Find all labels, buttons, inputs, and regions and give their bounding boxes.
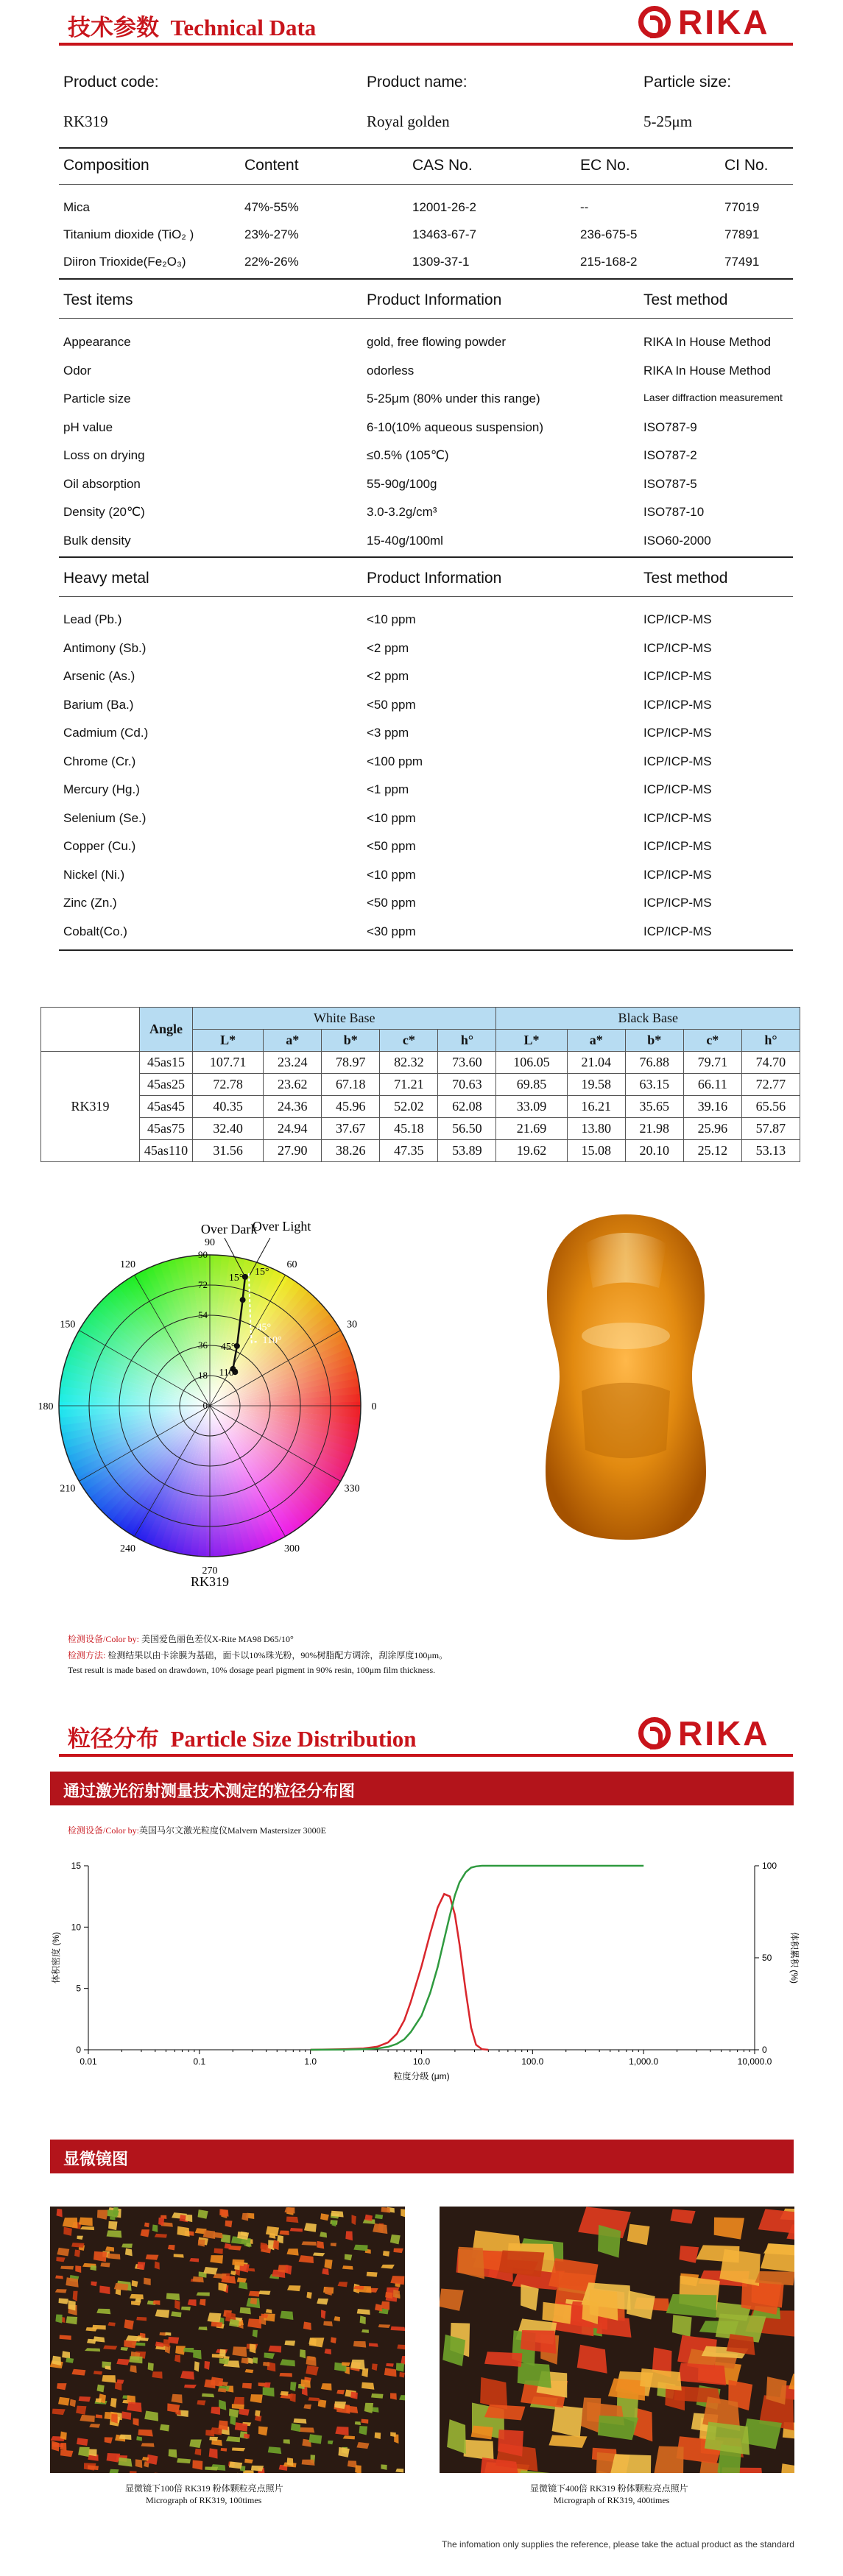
polar-angle-label: 120 (120, 1259, 135, 1270)
color-table-cell: 78.97 (322, 1052, 380, 1074)
color-table-cell: 16.21 (567, 1096, 625, 1118)
color-measurement-table (40, 1007, 800, 1162)
color-table-cell: 47.35 (380, 1140, 438, 1162)
test-cell: Odor (63, 363, 91, 378)
metal-cell: ICP/ICP-MS (643, 924, 712, 938)
color-table-cell: 24.36 (264, 1096, 322, 1118)
note-device: 美国爱色丽色差仪X-Rite MA98 D65/10° (141, 1634, 294, 1644)
series-line-1 (311, 1866, 644, 2050)
color-table-cell: 25.96 (683, 1118, 741, 1140)
test-cell: gold, free flowing powder (367, 335, 507, 349)
metal-cell: <2 ppm (367, 640, 409, 655)
metal-cell: <30 ppm (367, 924, 416, 938)
composition-cell: 13463-67-7 (412, 227, 476, 241)
composition-cell: Mica (63, 200, 90, 214)
x-tick-label: 1,000.0 (629, 2056, 659, 2067)
color-table-cell: 74.70 (741, 1052, 800, 1074)
color-col-header: b* (625, 1030, 683, 1052)
composition-cell: 12001-26-2 (412, 200, 476, 214)
composition-cell: 77019 (724, 200, 760, 214)
color-table-cell: 82.32 (380, 1052, 438, 1074)
polar-point (240, 1297, 246, 1303)
polar-angle-label: 150 (60, 1319, 76, 1331)
color-col-header: a* (567, 1030, 625, 1052)
color-table-cell: 19.58 (567, 1074, 625, 1096)
metal-cell: <100 ppm (367, 754, 423, 768)
polar-angle-label: 210 (60, 1483, 76, 1495)
polar-radius-label: 54 (198, 1309, 208, 1320)
micrograph-400x-caption-en: Micrograph of RK319, 400times (554, 2495, 670, 2505)
composition-cell: 236-675-5 (580, 227, 638, 241)
x-tick-label: 10,000.0 (737, 2056, 772, 2067)
y-left-tick-label: 10 (71, 1922, 81, 1933)
test-cell: Loss on drying (63, 448, 145, 462)
y-left-tick-label: 0 (76, 2045, 81, 2055)
x-tick-label: 0.01 (80, 2056, 97, 2067)
color-table-cell: 62.08 (438, 1096, 496, 1118)
metal-cell: ICP/ICP-MS (643, 697, 712, 712)
test-cell: 6-10(10% aqueous suspension) (367, 420, 544, 434)
composition-col-header: CI No. (724, 157, 769, 174)
test-cell: Laser diffraction measurement (643, 392, 783, 403)
color-table-cell: 45.96 (322, 1096, 380, 1118)
color-table-cell: 27.90 (264, 1140, 322, 1162)
color-table-cell: 57.87 (741, 1118, 800, 1140)
color-table-cell: 24.94 (264, 1118, 322, 1140)
metal-cell: Lead (Pb.) (63, 612, 122, 626)
micrograph-100x-caption-cn: 显微镜下100倍 RK319 粉体颗粒亮点照片 (125, 2483, 283, 2494)
rika-logo-2 (638, 1714, 793, 1752)
y-right-tick-label: 0 (762, 2045, 767, 2055)
test-cell: ISO787-9 (643, 420, 697, 434)
color-table-cell: 45as15 (140, 1052, 193, 1074)
dark-angle-label: 110° (219, 1367, 239, 1379)
y-left-axis-label: 体积密度 (%) (51, 1932, 61, 1984)
color-table-cell: 56.50 (438, 1118, 496, 1140)
y-left-tick-label: 5 (76, 1983, 81, 1994)
particle-size: 5-25μm (643, 113, 693, 130)
color-table-cell: 72.78 (193, 1074, 264, 1096)
test-cell: RIKA In House Method (643, 335, 771, 349)
polar-radius-label: 72 (198, 1279, 208, 1290)
test-cell: 15-40g/100ml (367, 533, 443, 548)
color-col-header: h° (741, 1030, 800, 1052)
metal-cell: Zinc (Zn.) (63, 896, 117, 910)
color-table-cell: 52.02 (380, 1096, 438, 1118)
over-light-label: Over Light (252, 1219, 311, 1234)
psd-device: 英国马尔文激光粒度仪Malvern Mastersizer 3000E (139, 1825, 326, 1836)
color-table-cell: 71.21 (380, 1074, 438, 1096)
test-cell: ≤0.5% (105℃) (367, 448, 449, 462)
micrograph-100x (50, 2207, 405, 2473)
color-col-header: c* (683, 1030, 741, 1052)
metal-cell: ICP/ICP-MS (643, 754, 712, 768)
polar-angle-label: 90 (205, 1237, 215, 1248)
metal-cell: ICP/ICP-MS (643, 782, 712, 796)
composition-cell: 47%-55% (244, 200, 299, 214)
polar-radius-label: 90 (198, 1249, 208, 1260)
metal-cell: ICP/ICP-MS (643, 640, 712, 655)
metal-cell: <1 ppm (367, 782, 409, 796)
logo-text: RIKA (678, 3, 770, 41)
color-table-cell: 76.88 (625, 1052, 683, 1074)
color-table-cell: 37.67 (322, 1118, 380, 1140)
composition-cell: Titanium dioxide (TiO₂ ) (63, 227, 194, 241)
color-table-cell: 21.69 (496, 1118, 567, 1140)
color-polar-plot (29, 1207, 412, 1619)
color-col-header: a* (264, 1030, 322, 1052)
metal-cell: Mercury (Hg.) (63, 782, 140, 796)
composition-cell: 23%-27% (244, 227, 299, 241)
x-tick-label: 1.0 (304, 2056, 317, 2067)
color-table-cell: 45as25 (140, 1074, 193, 1096)
color-table-cell: 70.63 (438, 1074, 496, 1096)
psd-device-label: 检测设备/Color by: (68, 1825, 140, 1836)
color-table-cell: 23.62 (264, 1074, 322, 1096)
micrograph-400x (440, 2207, 794, 2473)
composition-cell: 77491 (724, 255, 760, 269)
color-table-cell: 15.08 (567, 1140, 625, 1162)
color-table-cell: 35.65 (625, 1096, 683, 1118)
color-table-cell: 25.12 (683, 1140, 741, 1162)
test-cell: Appearance (63, 335, 131, 349)
test-cell: ISO787-2 (643, 448, 697, 462)
test-cell: ISO60-2000 (643, 533, 711, 548)
color-col-header: L* (193, 1030, 264, 1052)
psd-title (68, 1720, 417, 1753)
test-cell: Density (20℃) (63, 505, 145, 519)
color-col-header: b* (322, 1030, 380, 1052)
over-dark-label: Over Dark (200, 1222, 258, 1236)
composition-col-header: Composition (63, 157, 149, 174)
technical-data-header (59, 0, 793, 46)
polar-angle-label: 330 (344, 1483, 360, 1495)
metal-cell: <3 ppm (367, 726, 409, 740)
composition-cell: Diiron Trioxide(Fe₂O₃) (63, 255, 186, 269)
color-table-cell: 53.13 (741, 1140, 800, 1162)
micrograph-400x-caption-cn: 显微镜下400倍 RK319 粉体颗粒亮点照片 (530, 2483, 688, 2494)
light-angle-label: 45° (256, 1322, 272, 1334)
polar-radius-label: 36 (198, 1340, 208, 1351)
metal-cell: ICP/ICP-MS (643, 810, 712, 825)
color-table-cell: 45.18 (380, 1118, 438, 1140)
metal-cell: Arsenic (As.) (63, 669, 135, 683)
x-tick-label: 10.0 (412, 2056, 431, 2067)
metal-cell: ICP/ICP-MS (643, 669, 712, 683)
series-line-0 (311, 1894, 489, 2050)
x-tick-label: 100.0 (521, 2056, 544, 2067)
metal-cell: <10 ppm (367, 810, 416, 825)
car-color-sample (541, 1207, 710, 1546)
page-title (68, 9, 316, 42)
light-angle-label: 15° (254, 1267, 269, 1278)
color-table-cell: 13.80 (567, 1118, 625, 1140)
footer-disclaimer: The infomation only supplies the reference, please take the actual product as the standard (442, 2539, 794, 2550)
particle-size-label: Particle size: (643, 74, 732, 91)
metal-cell: <10 ppm (367, 867, 416, 882)
logo-text-2: RIKA (678, 1714, 770, 1752)
metal-col-header: Test method (643, 570, 728, 587)
color-table-cell: 79.71 (683, 1052, 741, 1074)
metal-cell: Copper (Cu.) (63, 839, 136, 853)
composition-cell: 22%-26% (244, 255, 299, 269)
test-col-header: Test method (643, 291, 728, 308)
composition-col-header: CAS No. (412, 157, 473, 174)
product-code-label: Product code: (63, 74, 159, 91)
polar-caption: RK319 (190, 1574, 230, 1589)
rika-logo (638, 3, 793, 41)
title-cn: 技术参数 (68, 15, 159, 40)
test-cell: 55-90g/100g (367, 476, 437, 491)
color-table-cell: 21.98 (625, 1118, 683, 1140)
microscope-banner: 显微镜图 (50, 2140, 794, 2173)
composition-cell: -- (580, 200, 589, 214)
metal-cell: ICP/ICP-MS (643, 867, 712, 882)
test-col-header: Product Information (367, 291, 502, 308)
color-table-cell: 33.09 (496, 1096, 567, 1118)
color-table-cell: 38.26 (322, 1140, 380, 1162)
note-method-en: Test result is made based on drawdown, 10% dosage pearl pigment in 90% resin, 100μm film thickness. (68, 1665, 436, 1675)
product-name: Royal golden (367, 113, 450, 130)
composition-col-header: EC No. (580, 157, 630, 174)
test-col-header: Test items (63, 291, 133, 308)
color-table-cell: 107.71 (193, 1052, 264, 1074)
dark-angle-label: 45° (220, 1341, 236, 1353)
psd-banner: 通过激光衍射测量技术测定的粒径分布图 (50, 1772, 794, 1805)
polar-angle-label: 300 (284, 1543, 300, 1555)
color-table-cell: 67.18 (322, 1074, 380, 1096)
polar-angle-label: 60 (286, 1259, 297, 1270)
color-table-cell: 45as75 (140, 1118, 193, 1140)
composition-col-header: Content (244, 157, 299, 174)
x-axis-label: 粒度分级 (μm) (393, 2071, 450, 2081)
metal-cell: <50 ppm (367, 839, 416, 853)
note-method-label: 检测方法: (68, 1650, 106, 1660)
note-device-label: 检测设备/Color by: (68, 1634, 140, 1644)
color-table-cell: 63.15 (625, 1074, 683, 1096)
product-code: RK319 (63, 113, 108, 130)
color-table-cell: 23.24 (264, 1052, 322, 1074)
title-en: Technical Data (170, 15, 317, 40)
test-cell: 3.0-3.2g/cm³ (367, 505, 437, 519)
color-col-header: h° (438, 1030, 496, 1052)
color-table-product: RK319 (41, 1052, 140, 1162)
color-table-cell: 20.10 (625, 1140, 683, 1162)
metal-cell: <2 ppm (367, 669, 409, 683)
color-col-header: L* (496, 1030, 567, 1052)
color-table-cell: 21.04 (567, 1052, 625, 1074)
color-table-cell: 40.35 (193, 1096, 264, 1118)
metal-cell: <50 ppm (367, 896, 416, 910)
test-cell: RIKA In House Method (643, 363, 771, 378)
composition-cell: 1309-37-1 (412, 255, 470, 269)
color-table-cell: 72.77 (741, 1074, 800, 1096)
black-base-header: Black Base (496, 1008, 800, 1030)
metal-cell: Chrome (Cr.) (63, 754, 136, 768)
angle-header: Angle (140, 1008, 193, 1052)
metal-cell: Cadmium (Cd.) (63, 726, 149, 740)
logo-ring-icon (638, 1717, 671, 1749)
color-table-cell: 69.85 (496, 1074, 567, 1096)
composition-cell: 215-168-2 (580, 255, 638, 269)
psd-header (59, 1711, 793, 1757)
metal-col-header: Heavy metal (63, 570, 149, 587)
psd-title-cn: 粒径分布 (68, 1726, 159, 1752)
color-table-cell: 39.16 (683, 1096, 741, 1118)
metal-cell: ICP/ICP-MS (643, 612, 712, 626)
test-cell: Oil absorption (63, 476, 141, 491)
particle-size-chart (44, 1847, 803, 2098)
metal-cell: ICP/ICP-MS (643, 839, 712, 853)
color-table-cell: 32.40 (193, 1118, 264, 1140)
polar-radius-label: 18 (198, 1370, 208, 1381)
polar-angle-label: 0 (371, 1401, 377, 1412)
micrograph-100x-caption-en: Micrograph of RK319, 100times (146, 2495, 262, 2505)
color-table-cell: 65.56 (741, 1096, 800, 1118)
color-table-cell: 45as110 (140, 1140, 193, 1162)
color-table-cell: 45as45 (140, 1096, 193, 1118)
light-angle-label: 110° (262, 1334, 282, 1346)
metal-cell: ICP/ICP-MS (643, 726, 712, 740)
note-method-cn: 检测结果以由卡涂膜为基础，面卡以10%珠光粉，90%树脂配方调涂，刮涂厚度100μm。 (107, 1650, 448, 1660)
color-table-cell: 106.05 (496, 1052, 567, 1074)
test-cell: ISO787-10 (643, 505, 705, 519)
psd-title-en: Particle Size Distribution (170, 1726, 417, 1752)
polar-angle-label: 270 (202, 1565, 218, 1577)
color-table-cell: 19.62 (496, 1140, 567, 1162)
polar-angle-label: 240 (120, 1543, 135, 1555)
test-cell: Bulk density (63, 533, 131, 548)
test-cell: ISO787-5 (643, 476, 697, 491)
polar-angle-label: 180 (38, 1401, 54, 1412)
metal-cell: Barium (Ba.) (63, 697, 134, 712)
metal-col-header: Product Information (367, 570, 502, 587)
metal-cell: Selenium (Se.) (63, 810, 147, 825)
product-name-label: Product name: (367, 74, 468, 91)
white-base-header: White Base (193, 1008, 496, 1030)
test-cell: pH value (63, 420, 113, 434)
polar-angle-label: 30 (347, 1319, 358, 1331)
y-right-tick-label: 100 (762, 1861, 777, 1871)
composition-cell: 77891 (724, 227, 760, 241)
metal-cell: ICP/ICP-MS (643, 896, 712, 910)
dark-angle-label: 15° (228, 1272, 244, 1284)
test-cell: Particle size (63, 392, 131, 406)
color-col-header: c* (380, 1030, 438, 1052)
test-cell: 5-25μm (80% under this range) (367, 392, 540, 406)
color-table-cell: 31.56 (193, 1140, 264, 1162)
color-table-cell: 73.60 (438, 1052, 496, 1074)
y-right-axis-label: 体积累积 (%) (789, 1932, 800, 1984)
metal-cell: Cobalt(Co.) (63, 924, 127, 938)
y-right-tick-label: 50 (762, 1953, 772, 1963)
polar-radius-label: 0 (202, 1400, 208, 1411)
y-left-tick-label: 15 (71, 1861, 81, 1871)
metal-cell: Antimony (Sb.) (63, 640, 147, 655)
metal-cell: <50 ppm (367, 697, 416, 712)
test-cell: odorless (367, 363, 415, 378)
color-table-cell: 53.89 (438, 1140, 496, 1162)
metal-cell: <10 ppm (367, 612, 416, 626)
metal-cell: Nickel (Ni.) (63, 867, 125, 882)
logo-ring-icon (638, 6, 671, 38)
x-tick-label: 0.1 (193, 2056, 206, 2067)
color-table-cell: 66.11 (683, 1074, 741, 1096)
